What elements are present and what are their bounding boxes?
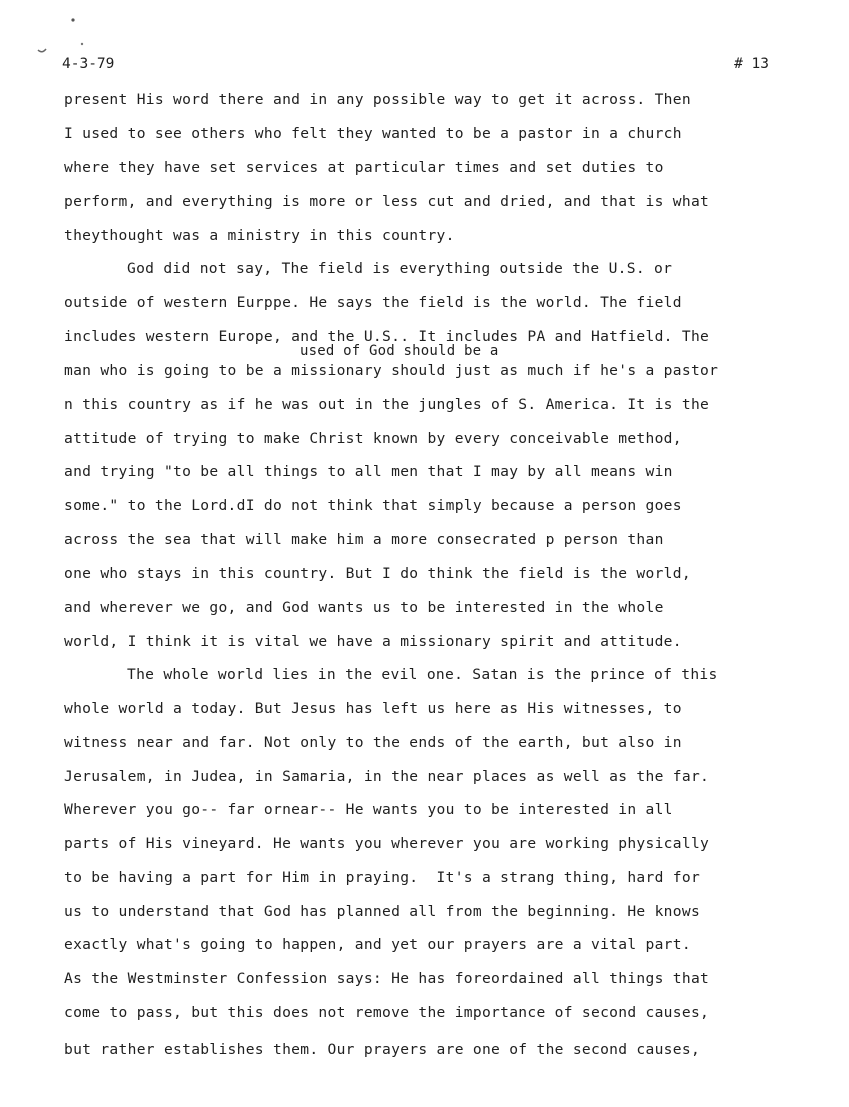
text-line: outside of western Eurppe. He says the field is the world. The field (64, 294, 682, 311)
text-line: present His word there and in any possible way to get it across. Then (64, 91, 691, 108)
handwritten-insertion: used of God should be a (300, 343, 499, 359)
text-line: and wherever we go, and God wants us to be interested in the whole (64, 599, 664, 616)
text-line: exactly what's going to happen, and yet our prayers are a vital part. (64, 936, 691, 953)
text-line: theythought was a ministry in this country. (64, 227, 455, 244)
text-line: Jerusalem, in Judea, in Samaria, in the near places as well as the far. (64, 768, 710, 785)
text-line: come to pass, but this does not remove the importance of second causes, (64, 1004, 710, 1021)
text-line: witness near and far. Not only to the ends of the earth, but also in (64, 734, 682, 751)
text-line: where they have set services at particular times and set duties to (64, 159, 664, 176)
text-line: one who stays in this country. But I do think the field is the world, (64, 565, 691, 582)
text-line: some." to the Lord.dI do not think that simply because a person goes (64, 497, 682, 514)
text-line: Wherever you go-- far ornear-- He wants you to be interested in all (64, 801, 673, 818)
text-line: and trying "to be all things to all men that I may by all means win (64, 463, 673, 480)
text-line: but rather establishes them. Our prayers are one of the second causes, (64, 1041, 701, 1058)
page-number: # 13 (734, 56, 769, 72)
text-line: As the Westminster Confession says: He has foreordained all things that (64, 970, 710, 987)
text-line: us to understand that God has planned all from the beginning. He knows (64, 903, 701, 920)
text-line: across the sea that will make him a more consecrated p person than (64, 531, 664, 548)
text-line: to be having a part for Him in praying. It's a strang thing, hard for (64, 869, 701, 886)
text-line: whole world a today. But Jesus has left us here as His witnesses, to (64, 700, 682, 717)
text-line: world, I think it is vital we have a missionary spirit and attitude. (64, 633, 682, 650)
text-line: n this country as if he was out in the jungles of S. America. It is the (64, 396, 710, 413)
text-line: The whole world lies in the evil one. Satan is the prince of this (127, 666, 718, 683)
text-line: God did not say, The field is everything outside the U.S. or (127, 260, 673, 277)
text-line: man who is going to be a missionary should just as much if he's a pastor (64, 362, 719, 379)
text-line: attitude of trying to make Christ known by every conceivable method, (64, 430, 682, 447)
ink-specks (0, 0, 120, 60)
text-line: includes western Europe, and the U.S.. It includes PA and Hatfield. The (64, 328, 710, 345)
document-date: 4-3-79 (62, 56, 115, 72)
text-line: I used to see others who felt they wanted to be a pastor in a church (64, 125, 682, 142)
page-header (62, 56, 769, 78)
text-line: perform, and everything is more or less cut and dried, and that is what (64, 193, 710, 210)
text-line: parts of His vineyard. He wants you wherever you are working physically (64, 835, 710, 852)
